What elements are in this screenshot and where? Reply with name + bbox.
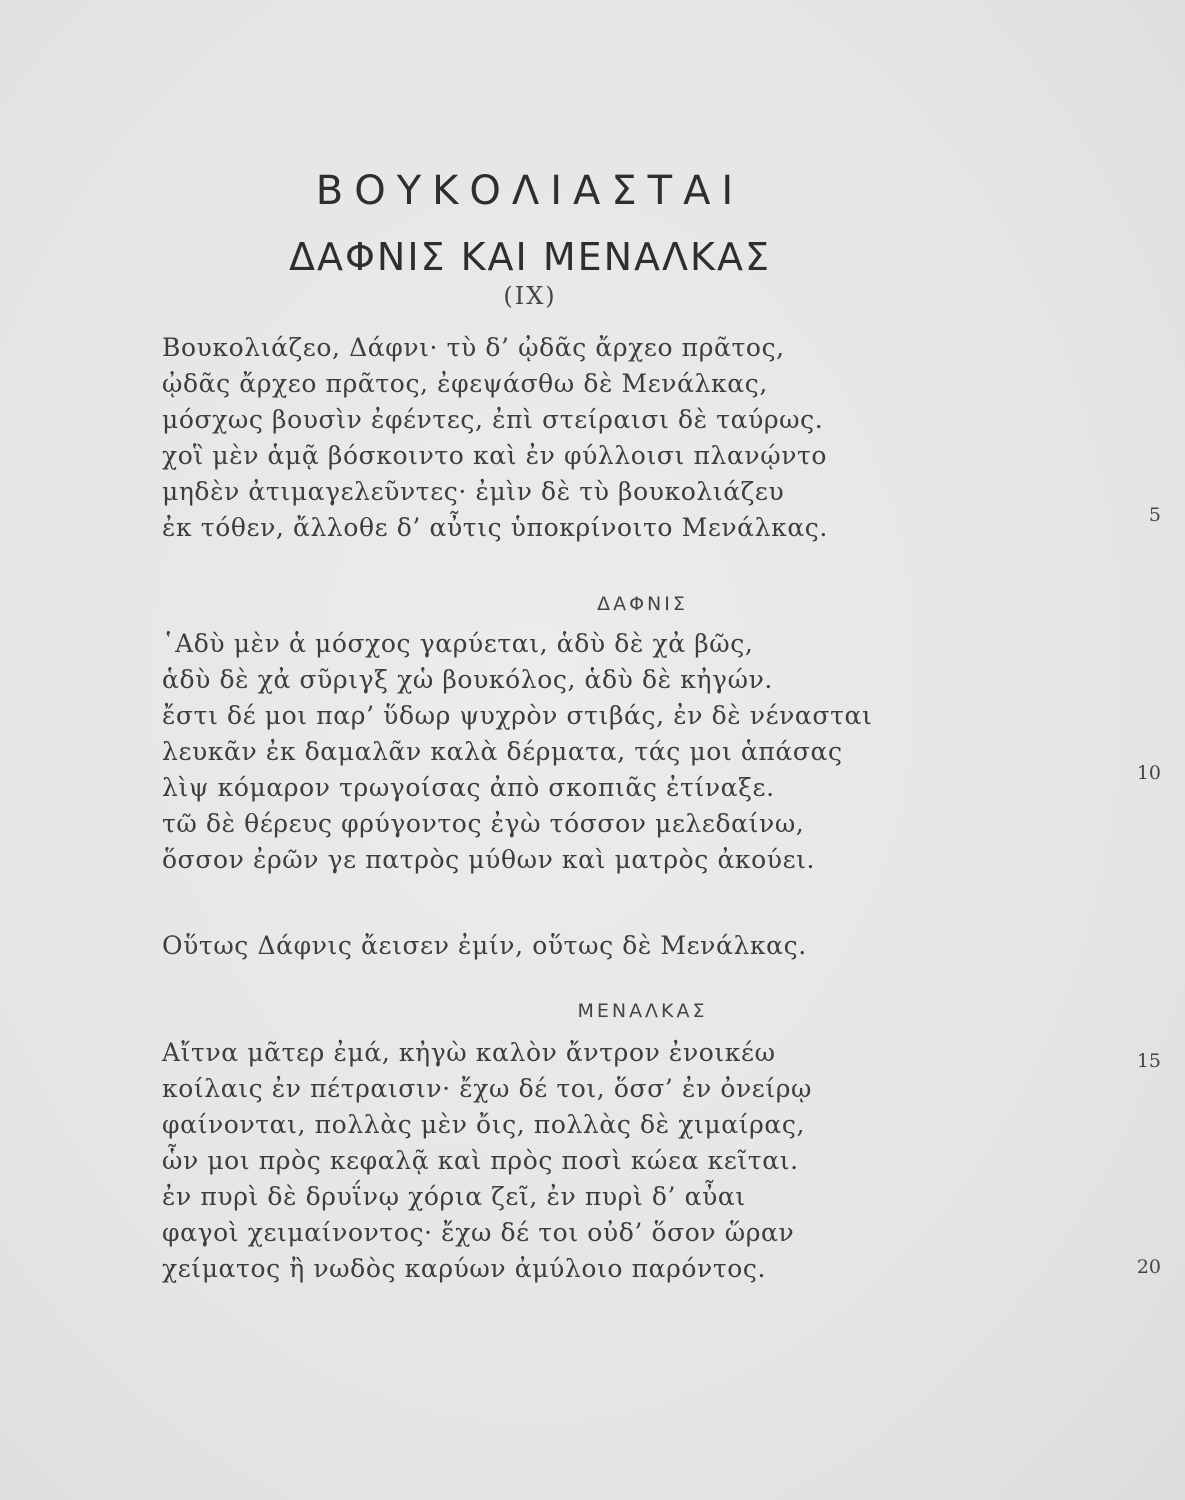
verse-line: φαγοὶ χειμαίνοντος· ἔχω δέ τοι οὐδ’ ὅσον ὥραν: [162, 1218, 795, 1247]
verse-line: τῶ δὲ θέρευς φρύγοντος ἐγὼ τόσσον μελεδαίνω,: [162, 809, 805, 838]
line-number: 15: [1136, 1050, 1161, 1072]
poem-number: (IX): [503, 282, 557, 310]
verse-line: ἁδὺ δὲ χἀ σῦριγξ χὡ βουκόλος, ἁδὺ δὲ κἠγών.: [162, 665, 773, 694]
verse-line: λευκᾶν ἐκ δαμαλᾶν καλὰ δέρματα, τάς μοι ἁπάσας: [162, 737, 843, 766]
verse-line: ἐκ τόθεν, ἄλλοθε δ’ αὖτις ὑποκρίνοιτο Μενάλκας.: [162, 513, 828, 542]
verse-line: λὶψ κόμαρον τρωγοίσας ἀπὸ σκοπιᾶς ἐτίναξε.: [162, 773, 775, 802]
poem-subtitle: ΔΑΦΝΙΣ ΚΑΙ ΜΕΝΑΛΚΑΣ: [289, 235, 771, 279]
verse-line: ἔστι δέ μοι παρ’ ὕδωρ ψυχρὸν στιβάς, ἐν δὲ νένασται: [162, 701, 873, 730]
verse-line: χοἳ μὲν ἁμᾷ βόσκοιντο καὶ ἐν φύλλοισι πλανῴντο: [162, 441, 828, 470]
line-number: 20: [1136, 1256, 1161, 1278]
verse-line: μόσχως βουσὶν ἐφέντες, ἐπὶ στείραισι δὲ ταύρως.: [162, 405, 824, 434]
verse-line: χείματος ἢ νωδὸς καρύων ἀμύλοιο παρόντος.: [162, 1254, 767, 1283]
verse-line: ἐν πυρὶ δὲ δρυΐνῳ χόρια ζεῖ, ἐν πυρὶ δ’ αὖαι: [162, 1182, 746, 1211]
verse-line: ὧν μοι πρὸς κεφαλᾷ καὶ πρὸς ποσὶ κώεα κεῖται.: [162, 1146, 799, 1175]
speaker-heading: ΜΕΝΑΛΚΑΣ: [577, 1000, 708, 1022]
transition-line: Οὕτως Δάφνις ἄεισεν ἐμίν, οὕτως δὲ Μενάλκας.: [162, 931, 807, 960]
verse-line: Βουκολιάζεο, Δάφνι· τὺ δ’ ᾠδᾶς ἄρχεο πρᾶτος,: [162, 333, 785, 362]
verse-line: μηδὲν ἀτιμαγελεῦντες· ἐμὶν δὲ τὺ βουκολιάζευ: [162, 477, 785, 506]
verse-line: ὅσσον ἐρῶν γε πατρὸς μύθων καὶ ματρὸς ἀκούει.: [162, 845, 816, 874]
verse-line: ῾Αδὺ μὲν ἁ μόσχος γαρύεται, ἁδὺ δὲ χἀ βῶς,: [162, 629, 754, 658]
verse-line: Αἴτνα μᾶτερ ἐμά, κἠγὼ καλὸν ἄντρον ἐνοικέω: [162, 1038, 776, 1067]
verse-line: κοίλαις ἐν πέτραισιν· ἔχω δέ τοι, ὅσσ’ ἐν ὀνείρῳ: [162, 1074, 813, 1103]
speaker-heading: ΔΑΦΝΙΣ: [597, 593, 688, 615]
line-number: 10: [1136, 762, 1161, 784]
line-number: 5: [1148, 504, 1161, 526]
page-title: ΒΟΥΚΟΛΙΑΣΤΑΙ: [315, 168, 745, 214]
verse-line: ᾠδᾶς ἄρχεο πρᾶτος, ἐφεψάσθω δὲ Μενάλκας,: [162, 369, 768, 398]
verse-line: φαίνονται, πολλὰς μὲν ὄις, πολλὰς δὲ χιμαίρας,: [162, 1110, 806, 1139]
